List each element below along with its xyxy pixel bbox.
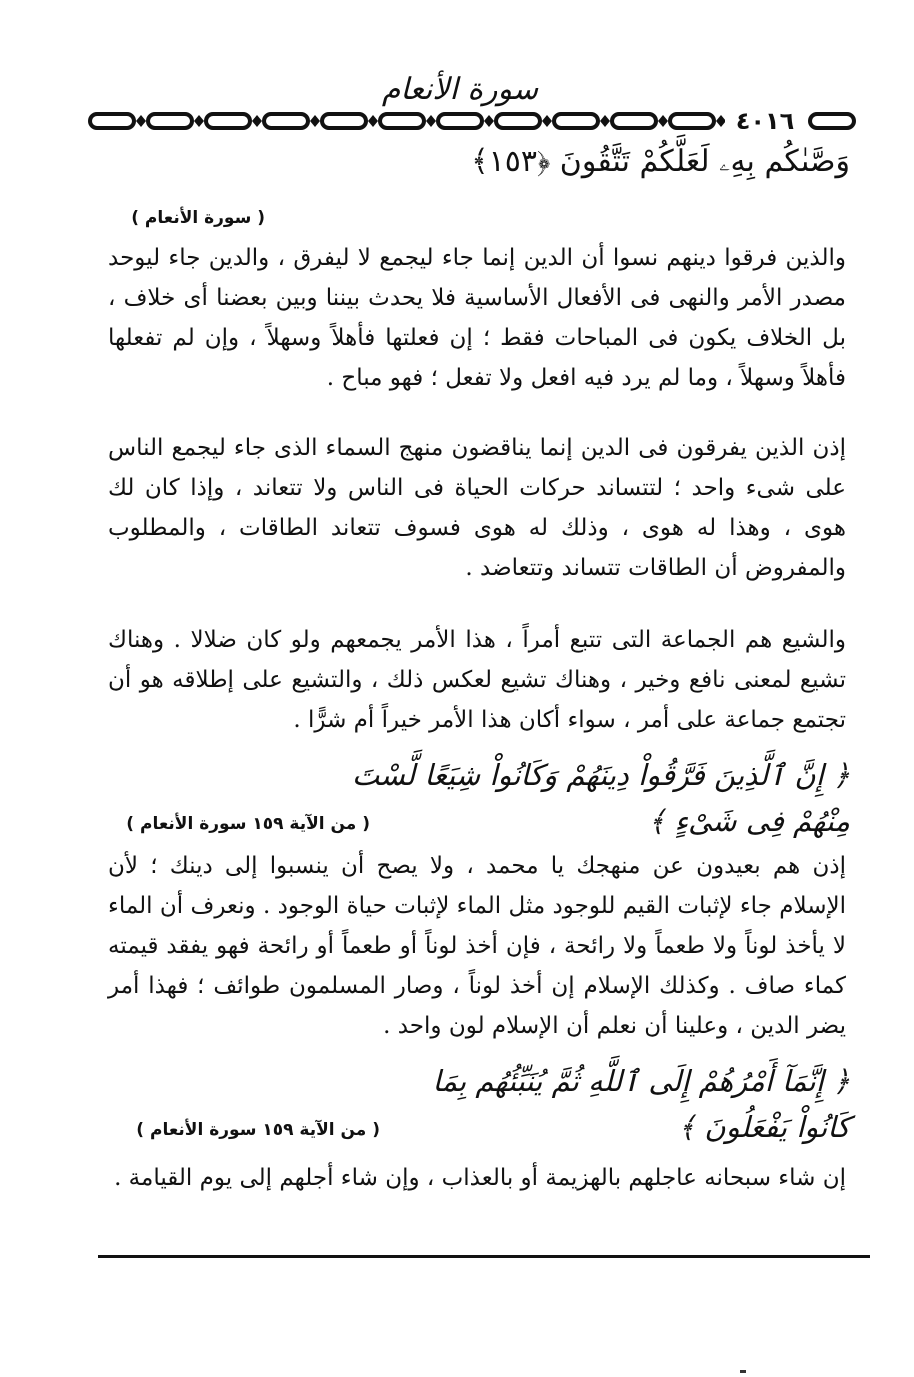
page-number: ٤٠١٦ <box>725 107 805 135</box>
print-speck <box>740 1370 746 1373</box>
verse-reference-caption: ( من الآية ١٥٩ سورة الأنعام ) <box>126 814 370 834</box>
verse-reference-caption: ( من الآية ١٥٩ سورة الأنعام ) <box>136 1120 380 1140</box>
quran-verse-top: وَصَّىٰكُم بِهِۦ لَعَلَّكُمْ تَتَّقُونَ ﴿١٥٣﴾ <box>471 144 850 179</box>
paragraph-2: إذن الذين يفرقون فى الدين إنما يناقضون منهج السماء الذى جاء ليجمع الناس على شىء واحد ؛ لتتساند حركات الحياة فى الناس ولا تتعاند ، وإذا كان لك هوى ، وهذا له هوى ، وذلك له هوى فسوف تتعاند الطاقات ، والمطلوب والمفروض أن الطاقات تتساند وتتعاضد . <box>108 435 846 581</box>
paragraph-3: والشيع هم الجماعة التى تتبع أمراً ، هذا الأمر يجمعهم ولو كان ضلالا . وهناك تشيع لمعنى نافع وخير ، وهناك تشيع لعكس ذلك ، والتشيع على إطلاقه هو أن تجتمع جماعة على أمر ، سواء أكان هذا الأمر خيراً أم شرًّا . <box>108 627 846 733</box>
paragraph-1: والذين فرقوا دينهم نسوا أن الدين إنما جاء ليجمع لا ليفرق ، والدين جاء ليوحد مصدر الأمر والنهى فى الأفعال الأساسية فلا يحدث بيننا وبين بعضنا أى خلاف ، بل الخلاف يكون فى المباحات فقط ؛ إن فعلتها فأهلاً وسهلاً ، وإن لم تفعلها فأهلاً وسهلاً ، وما لم يرد فيه افعل ولا تفعل ؛ فهو مباح . <box>108 245 846 391</box>
quran-verse-2: ﴿ إِنَّمَآ أَمْرُهُمْ إِلَى ٱللَّهِ ثُمَّ يُنَبِّئُهُم بِمَا كَانُواْ يَفْعَلُونَ ﴾ <box>432 1064 850 1144</box>
surah-title: سورة الأنعام <box>381 72 539 107</box>
paragraph-4: إذن هم بعيدون عن منهجك يا محمد ، ولا يصح أن ينسبوا إلى دينك ؛ لأن الإسلام جاء لإثبات القيم للوجود مثل الماء لإثبات حياة الوجود . ونعرف أن الماء لا يأخذ لوناً ولا طعماً ولا رائحة ، فإن أخذ لوناً أو طعماً أو رائحة فهو يفقد قيمته كماء صاف . وكذلك الإسلام إن أخذ لوناً ، وصار المسلمون طوائف ؛ فهذا أمر يضر الدين ، وعلينا أن نعلم أن الإسلام لون واحد . <box>108 853 846 1039</box>
bottom-divider <box>98 1255 870 1258</box>
quran-verse-1: ﴿ إِنَّ ٱلَّذِينَ فَرَّقُواْ دِينَهُمْ وَكَانُواْ شِيَعًا لَّسْتَ مِنْهُمْ فِى شَىْءٍ ﴾ <box>351 758 850 838</box>
verse-reference-caption: ( سورة الأنعام ) <box>131 208 265 228</box>
paragraph-5: إن شاء سبحانه عاجلهم بالهزيمة أو بالعذاب ، وإن شاء أجلهم إلى يوم القيامة . <box>114 1165 846 1191</box>
